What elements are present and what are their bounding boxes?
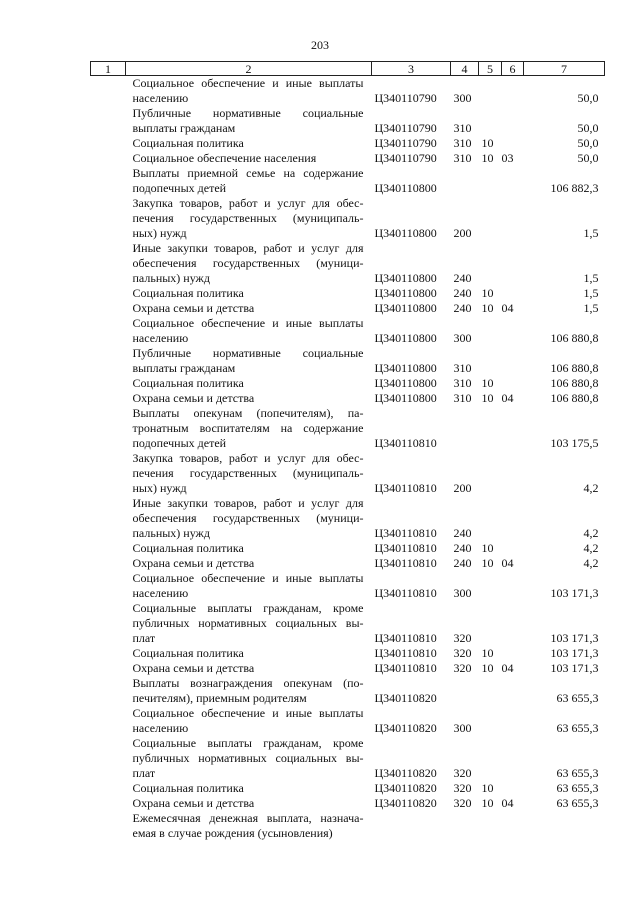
expense-type-cell: 240 [453, 301, 472, 315]
item-name-cell [126, 376, 372, 391]
table-row [91, 286, 605, 301]
column-header-1: 1 [91, 62, 126, 76]
expense-type-cell: 310 [453, 121, 472, 135]
item-name-line: выплаты гражданам [132, 361, 236, 375]
table-row [91, 496, 605, 541]
subsection-cell [502, 196, 524, 241]
expense-type-cell: 320 [453, 781, 472, 795]
item-name-line: печителям), приемным родителям [132, 691, 307, 705]
item-name-line: Закупка товаров, работ и услуг для обес- [132, 196, 364, 210]
item-name-line: Охрана семьи и детства [132, 301, 255, 315]
expense-type-cell: 240 [453, 286, 472, 300]
amount-cell: 1,5 [583, 271, 599, 285]
item-name-line: выплаты гражданам [132, 121, 236, 135]
item-name-cell [126, 556, 372, 571]
table-row [91, 166, 605, 196]
item-name-line: ных) нужд [132, 226, 187, 240]
expense-type-cell: 320 [453, 766, 472, 780]
target-code-cell: Ц340110810 [374, 586, 437, 600]
target-code-cell: Ц340110790 [374, 136, 437, 150]
item-name-line: тронатным воспитателям на содержание [132, 421, 364, 435]
expense-type-cell: 320 [453, 646, 472, 660]
row-number-cell [91, 676, 126, 706]
item-name-line: Выплаты приемной семье на содержание [132, 166, 364, 180]
table-row [91, 796, 605, 811]
column-header-5: 5 [479, 62, 502, 76]
target-code-cell: Ц340110810 [374, 661, 437, 675]
section-cell [479, 346, 502, 376]
item-name-cell [126, 781, 372, 796]
target-code-cell: Ц340110820 [374, 721, 437, 735]
item-name-line: публичных нормативных социальных вы- [132, 616, 364, 630]
item-name-line: Социальная политика [132, 286, 244, 300]
item-name-line: печения государственных (муниципаль- [132, 211, 364, 225]
item-name-line: Охрана семьи и детства [132, 796, 255, 810]
section-cell [479, 106, 502, 136]
amount-cell: 50,0 [577, 136, 599, 150]
target-code-cell: Ц340110800 [374, 181, 437, 195]
amount-cell: 106 880,8 [550, 376, 599, 390]
item-name-line: Социальное обеспечение населения [132, 151, 317, 165]
item-name-cell [126, 706, 372, 736]
item-name-cell [126, 196, 372, 241]
header-row [91, 62, 605, 76]
section-cell [479, 166, 502, 196]
item-name-line: Закупка товаров, работ и услуг для обес- [132, 451, 364, 465]
subsection-cell [502, 76, 524, 107]
row-number-cell [91, 796, 126, 811]
row-number-cell [91, 316, 126, 346]
table-row [91, 781, 605, 796]
row-number-cell [91, 781, 126, 796]
section-cell [479, 706, 502, 736]
target-code-cell: Ц340110820 [374, 766, 437, 780]
section-cell [479, 601, 502, 646]
item-name-line: Иные закупки товаров, работ и услуг для [132, 241, 364, 255]
amount-cell: 106 880,8 [550, 331, 599, 345]
item-name-cell [126, 151, 372, 166]
section-cell: 10 [481, 376, 494, 390]
expense-type-cell: 200 [453, 226, 472, 240]
table-row [91, 391, 605, 406]
row-number-cell [91, 346, 126, 376]
item-name-cell [126, 811, 372, 841]
amount-cell: 103 175,5 [550, 436, 599, 450]
item-name-cell [126, 301, 372, 316]
table-row [91, 451, 605, 496]
subsection-cell [502, 406, 524, 451]
item-name-cell [126, 286, 372, 301]
item-name-line: Иные закупки товаров, работ и услуг для [132, 496, 364, 510]
target-code-cell: Ц340110800 [374, 376, 437, 390]
table-row [91, 601, 605, 646]
item-name-line: населению [132, 586, 189, 600]
subsection-cell [502, 286, 524, 301]
amount-cell: 106 880,8 [550, 361, 599, 375]
item-name-line: пальных) нужд [132, 526, 210, 540]
subsection-cell: 04 [501, 796, 514, 810]
amount-cell: 103 171,3 [550, 631, 599, 645]
row-number-cell [91, 571, 126, 601]
section-cell [479, 76, 502, 107]
amount-cell: 1,5 [583, 301, 599, 315]
target-code-cell: Ц340110800 [374, 286, 437, 300]
item-name-line: Социальная политика [132, 781, 244, 795]
amount-cell: 63 655,3 [556, 796, 599, 810]
table-row [91, 136, 605, 151]
section-cell [479, 196, 502, 241]
target-code-cell: Ц340110820 [374, 796, 437, 810]
section-cell: 10 [481, 136, 494, 150]
row-number-cell [91, 301, 126, 316]
table-row [91, 196, 605, 241]
expense-type-cell [451, 406, 479, 451]
column-header-4: 4 [451, 62, 479, 76]
item-name-cell [126, 736, 372, 781]
subsection-cell [502, 106, 524, 136]
table-row [91, 661, 605, 676]
amount-cell: 50,0 [577, 91, 599, 105]
budget-table [90, 61, 605, 841]
item-name-line: Выплаты опекунам (попечителям), па- [132, 406, 364, 420]
subsection-cell [502, 496, 524, 541]
item-name-cell [126, 571, 372, 601]
table-row [91, 706, 605, 736]
subsection-cell [502, 241, 524, 286]
expense-type-cell: 240 [453, 526, 472, 540]
subsection-cell: 04 [501, 556, 514, 570]
amount-cell: 103 171,3 [550, 646, 599, 660]
expense-type-cell [451, 811, 479, 841]
table-row [91, 76, 605, 107]
table-body [91, 76, 605, 842]
item-name-line: Социальное обеспечение и иные выплаты [132, 76, 364, 90]
item-name-line: печения государственных (муниципаль- [132, 466, 364, 480]
item-name-line: подопечных детей [132, 436, 227, 450]
table-row [91, 556, 605, 571]
row-number-cell [91, 196, 126, 241]
table-row [91, 151, 605, 166]
row-number-cell [91, 406, 126, 451]
item-name-line: пальных) нужд [132, 271, 210, 285]
row-number-cell [91, 241, 126, 286]
subsection-cell [502, 811, 524, 841]
row-number-cell [91, 496, 126, 541]
target-code-cell: Ц340110800 [374, 271, 437, 285]
item-name-line: Охрана семьи и детства [132, 391, 255, 405]
item-name-cell [126, 676, 372, 706]
column-header-3: 3 [372, 62, 451, 76]
table-row [91, 316, 605, 346]
item-name-cell [126, 496, 372, 541]
amount-cell: 1,5 [583, 226, 599, 240]
section-cell: 10 [481, 556, 494, 570]
amount-cell: 106 880,8 [550, 391, 599, 405]
item-name-cell [126, 796, 372, 811]
item-name-cell [126, 106, 372, 136]
amount-cell [524, 811, 605, 841]
amount-cell: 63 655,3 [556, 781, 599, 795]
subsection-cell [502, 541, 524, 556]
row-number-cell [91, 151, 126, 166]
row-number-cell [91, 451, 126, 496]
row-number-cell [91, 601, 126, 646]
section-cell [479, 496, 502, 541]
target-code-cell: Ц340110810 [374, 556, 437, 570]
section-cell: 10 [481, 661, 494, 675]
section-cell: 10 [481, 541, 494, 555]
subsection-cell: 04 [501, 661, 514, 675]
expense-type-cell: 320 [453, 631, 472, 645]
target-code-cell: Ц340110800 [374, 361, 437, 375]
item-name-line: емая в случае рождения (усыновления) [132, 826, 333, 840]
target-code-cell: Ц340110820 [374, 781, 437, 795]
target-code-cell: Ц340110820 [374, 691, 437, 705]
table-row [91, 811, 605, 841]
section-cell: 10 [481, 151, 494, 165]
item-name-line: плат [132, 631, 156, 645]
item-name-line: подопечных детей [132, 181, 227, 195]
row-number-cell [91, 391, 126, 406]
subsection-cell [502, 571, 524, 601]
table-row [91, 676, 605, 706]
item-name-line: Социальные выплаты гражданам, кроме [132, 601, 364, 615]
item-name-line: ных) нужд [132, 481, 187, 495]
target-code-cell: Ц340110790 [374, 91, 437, 105]
item-name-line: обеспечения государственных (муници- [132, 511, 364, 525]
item-name-line: Охрана семьи и детства [132, 556, 255, 570]
table-row [91, 646, 605, 661]
amount-cell: 63 655,3 [556, 721, 599, 735]
item-name-line: Социальное обеспечение и иные выплаты [132, 316, 364, 330]
table-row [91, 346, 605, 376]
expense-type-cell: 310 [453, 361, 472, 375]
item-name-cell [126, 451, 372, 496]
row-number-cell [91, 661, 126, 676]
amount-cell: 50,0 [577, 121, 599, 135]
target-code-cell [372, 811, 451, 841]
subsection-cell: 04 [501, 301, 514, 315]
section-cell [479, 736, 502, 781]
subsection-cell [502, 706, 524, 736]
table-row [91, 106, 605, 136]
subsection-cell [502, 781, 524, 796]
amount-cell: 103 171,3 [550, 661, 599, 675]
table-row [91, 241, 605, 286]
item-name-line: Социальное обеспечение и иные выплаты [132, 571, 364, 585]
item-name-line: Выплаты вознаграждения опекунам (по- [132, 676, 364, 690]
row-number-cell [91, 811, 126, 841]
row-number-cell [91, 286, 126, 301]
item-name-line: Социальное обеспечение и иные выплаты [132, 706, 364, 720]
target-code-cell: Ц340110800 [374, 226, 437, 240]
subsection-cell: 04 [501, 391, 514, 405]
table-row [91, 571, 605, 601]
item-name-line: населению [132, 331, 189, 345]
expense-type-cell: 310 [453, 136, 472, 150]
target-code-cell: Ц340110800 [374, 391, 437, 405]
item-name-line: плат [132, 766, 156, 780]
expense-type-cell: 200 [453, 481, 472, 495]
section-cell: 10 [481, 286, 494, 300]
amount-cell: 63 655,3 [556, 691, 599, 705]
amount-cell: 50,0 [577, 151, 599, 165]
item-name-cell [126, 391, 372, 406]
table-row [91, 406, 605, 451]
subsection-cell [502, 166, 524, 196]
expense-type-cell [451, 166, 479, 196]
item-name-cell [126, 646, 372, 661]
table-row [91, 301, 605, 316]
item-name-line: Ежемесячная денежная выплата, назнача- [132, 811, 364, 825]
expense-type-cell: 310 [453, 151, 472, 165]
item-name-line: публичных нормативных социальных вы- [132, 751, 364, 765]
expense-type-cell: 300 [453, 721, 472, 735]
column-header-6: 6 [502, 62, 524, 76]
item-name-line: Социальная политика [132, 136, 244, 150]
subsection-cell [502, 376, 524, 391]
item-name-line: Публичные нормативные социальные [132, 106, 364, 120]
item-name-cell [126, 661, 372, 676]
row-number-cell [91, 76, 126, 107]
target-code-cell: Ц340110790 [374, 151, 437, 165]
expense-type-cell: 300 [453, 91, 472, 105]
row-number-cell [91, 646, 126, 661]
target-code-cell: Ц340110800 [374, 301, 437, 315]
subsection-cell: 03 [501, 151, 514, 165]
target-code-cell: Ц340110810 [374, 541, 437, 555]
row-number-cell [91, 736, 126, 781]
subsection-cell [502, 136, 524, 151]
item-name-line: Публичные нормативные социальные [132, 346, 364, 360]
amount-cell: 106 882,3 [550, 181, 599, 195]
amount-cell: 4,2 [583, 556, 599, 570]
item-name-cell [126, 76, 372, 107]
row-number-cell [91, 106, 126, 136]
expense-type-cell: 300 [453, 331, 472, 345]
expense-type-cell: 310 [453, 376, 472, 390]
expense-type-cell [451, 676, 479, 706]
item-name-cell [126, 541, 372, 556]
item-name-line: Социальные выплаты гражданам, кроме [132, 736, 364, 750]
expense-type-cell: 240 [453, 271, 472, 285]
expense-type-cell: 240 [453, 556, 472, 570]
subsection-cell [502, 736, 524, 781]
row-number-cell [91, 706, 126, 736]
item-name-line: населению [132, 721, 189, 735]
row-number-cell [91, 376, 126, 391]
row-number-cell [91, 136, 126, 151]
subsection-cell [502, 316, 524, 346]
subsection-cell [502, 646, 524, 661]
item-name-line: населению [132, 91, 189, 105]
item-name-cell [126, 601, 372, 646]
subsection-cell [502, 346, 524, 376]
expense-type-cell: 300 [453, 586, 472, 600]
section-cell: 10 [481, 646, 494, 660]
section-cell [479, 451, 502, 496]
section-cell: 10 [481, 301, 494, 315]
column-header-2: 2 [126, 62, 372, 76]
section-cell: 10 [481, 781, 494, 795]
section-cell: 10 [481, 796, 494, 810]
subsection-cell [502, 451, 524, 496]
page-number: 203 [311, 38, 329, 52]
section-cell [479, 811, 502, 841]
table-row [91, 736, 605, 781]
item-name-line: Социальная политика [132, 376, 244, 390]
item-name-cell [126, 346, 372, 376]
amount-cell: 103 171,3 [550, 586, 599, 600]
item-name-line: Социальная политика [132, 541, 244, 555]
section-cell [479, 316, 502, 346]
amount-cell: 4,2 [583, 481, 599, 495]
expense-type-cell: 310 [453, 391, 472, 405]
item-name-cell [126, 136, 372, 151]
subsection-cell [502, 601, 524, 646]
target-code-cell: Ц340110810 [374, 436, 437, 450]
amount-cell: 1,5 [583, 286, 599, 300]
target-code-cell: Ц340110810 [374, 481, 437, 495]
target-code-cell: Ц340110810 [374, 646, 437, 660]
amount-cell: 63 655,3 [556, 766, 599, 780]
section-cell [479, 241, 502, 286]
expense-type-cell: 240 [453, 541, 472, 555]
row-number-cell [91, 166, 126, 196]
row-number-cell [91, 556, 126, 571]
table-row [91, 376, 605, 391]
target-code-cell: Ц340110810 [374, 631, 437, 645]
expense-type-cell: 320 [453, 796, 472, 810]
table-row [91, 541, 605, 556]
item-name-cell [126, 406, 372, 451]
column-header-7: 7 [524, 62, 605, 76]
section-cell: 10 [481, 391, 494, 405]
item-name-line: обеспечения государственных (муници- [132, 256, 364, 270]
section-cell [479, 676, 502, 706]
amount-cell: 4,2 [583, 526, 599, 540]
subsection-cell [502, 676, 524, 706]
target-code-cell: Ц340110790 [374, 121, 437, 135]
item-name-cell [126, 166, 372, 196]
section-cell [479, 406, 502, 451]
amount-cell: 4,2 [583, 541, 599, 555]
section-cell [479, 571, 502, 601]
target-code-cell: Ц340110800 [374, 331, 437, 345]
item-name-cell [126, 316, 372, 346]
item-name-line: Социальная политика [132, 646, 244, 660]
row-number-cell [91, 541, 126, 556]
item-name-line: Охрана семьи и детства [132, 661, 255, 675]
item-name-cell [126, 241, 372, 286]
expense-type-cell: 320 [453, 661, 472, 675]
target-code-cell: Ц340110810 [374, 526, 437, 540]
